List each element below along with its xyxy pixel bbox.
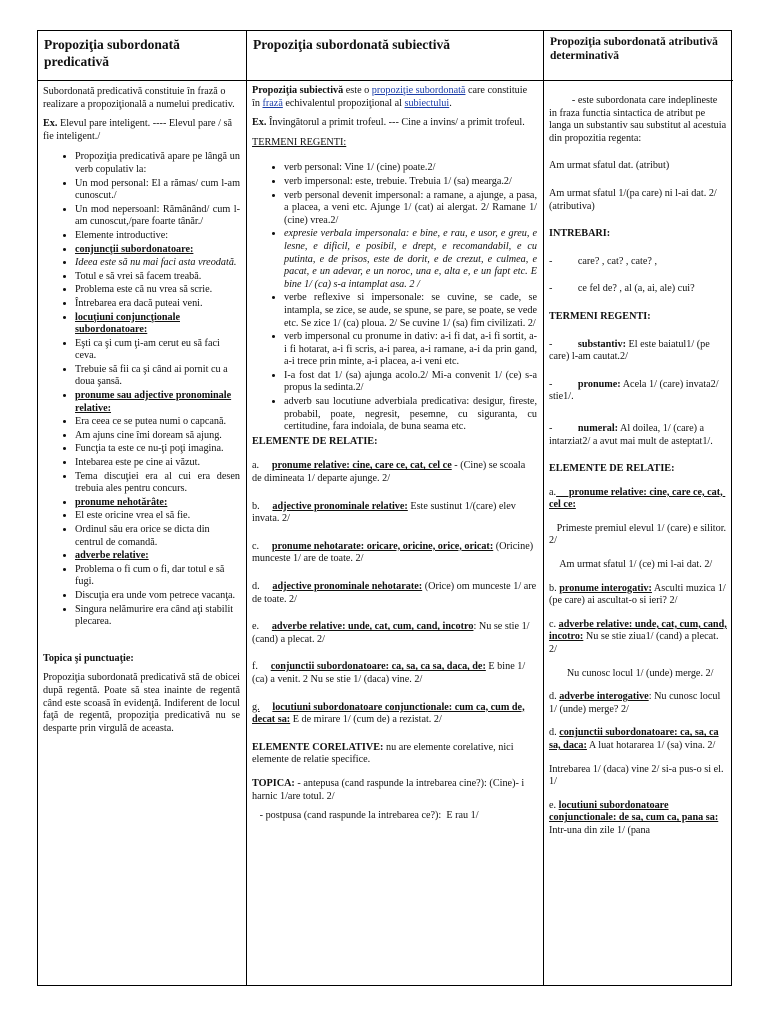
column-atributiva bbox=[544, 81, 739, 985]
list-item-heading: • pronume sau adjective pronominale relative: bbox=[75, 389, 240, 415]
column-predicativa bbox=[38, 81, 246, 985]
list-item-heading: • locuţiuni conjuncţionale subordonatoare: bbox=[75, 311, 240, 337]
termeni-title: TERMENI REGENTI: bbox=[549, 310, 651, 322]
link-propozitie[interactable]: propoziţie subordonată bbox=[371, 85, 466, 96]
link-fraza[interactable]: frază bbox=[262, 97, 283, 109]
elem-c-example: Nu cunosc locul 1/ (unde) merge. 2/ bbox=[549, 667, 714, 679]
list-item: • adverb sau locutiune adverbiala predicativa: desigur, fireste, probabil, poate, negresit, pesemne, cu siguranta, cu certitudine, fara indoiala, de buna seama etc. bbox=[284, 395, 537, 434]
list-item: • Problema o fi cum o fi, dar totul e să fugi. bbox=[75, 563, 240, 589]
elem-a-example: Am urmat sfatul 1/ (ce) mi l-ai dat. 2/ bbox=[549, 559, 713, 571]
list-item: • verb impersonal cu pronume in dativ: a-i fi dat, a-i fi sortit, a-i fi hotarat, a-i fi scris, a-i parea, a-i ramane, a-i da prin gand, a-i trece prin minte, a-i placea, a-i veni etc. bbox=[284, 330, 537, 369]
list-item-heading: • adverbe relative: bbox=[75, 549, 240, 563]
elem-e: d. conjunctii subordonatoare: ca, sa, ca sa, daca: A luat hotararea 1/ (sa) vina. 2/ bbox=[549, 727, 719, 751]
list-item: • Propoziţia predicativă apare pe lângă un verb copulativ la: bbox=[75, 150, 240, 176]
elem-title: ELEMENTE DE RELATIE: bbox=[549, 463, 675, 475]
document-table bbox=[37, 30, 739, 986]
termeni-list bbox=[252, 161, 537, 433]
list-item: • expresie verbala impersonala: e bine, e rau, e usor, e greu, e lesne, e dificil, e posibil, e drept, e recomandabil, e cu putinta, e de prisos, este de dorit, e de crezut, e culmea, e pacat, e un adevar, e un noroc, una e, alta e, e un fapt etc. E bine 1/ (ca) s-a intamplat asa. 2 / bbox=[284, 227, 537, 291]
list-item: • Discuţia era unde vom petrece vacanţa. bbox=[75, 589, 240, 603]
link-subiect[interactable]: subiectului bbox=[404, 97, 450, 109]
termeni-title: TERMENI REGENTI: bbox=[252, 136, 347, 148]
column-subiectiva bbox=[247, 81, 543, 985]
example-2: Am urmat sfatul 1/(pa care) ni l-ai dat. 2/ (atributiva) bbox=[549, 187, 717, 212]
elem-b: b. adjective pronominale relative: Este sustinut 1/(care) elev invata. 2/ bbox=[252, 500, 516, 525]
list-item: • verb personal devenit impersonal: a ramane, a ajunge, a pasa, a placea, a veni etc. Ajunge 1/ (cat) ai alergat. 2/ Ramane 1/ (cine) vrea.2/ bbox=[284, 189, 537, 228]
list-item: • Ideea este să nu mai faci asta vreodată. bbox=[75, 256, 240, 270]
elem-a-example: Primeste premiul elevul 1/ (care) e silitor. 2/ bbox=[549, 522, 729, 547]
list-item: • Un mod personal: El a rămas/ cum l-am cunoscut./ bbox=[75, 177, 240, 203]
list-item: • Problema este că nu vrea să scrie. bbox=[75, 283, 240, 297]
header-subiectiva: Propoziţia subordonată subiectivă bbox=[247, 31, 543, 81]
definition: - este subordonata care indeplineste in fraza functia sintactica de atribut pe langa un substantiv sau substitut al acestuia din propozitia regenta: bbox=[549, 95, 729, 144]
elem-c: c. adverbe relative: unde, cat, cum, cand, incotro: Nu se stie ziua1/ (cand) a plecat. 2/ bbox=[549, 618, 727, 656]
intrebare: - care? , cat? , cate? , bbox=[549, 255, 658, 267]
list-item: • Singura nelămurire era când aţi stabilit plecarea. bbox=[75, 603, 240, 629]
example: Ex. Învingătorul a primit trofeul. --- Cine a invins/ a primit trofeul. bbox=[252, 117, 525, 129]
list-item: • Întrebarea era dacă puteai veni. bbox=[75, 297, 240, 311]
elem-c: c. pronume nehotarate: oricare, oricine, orice, oricat: (Oricine) munceste 1/ are de toate. 2/ bbox=[252, 540, 534, 565]
corelative: ELEMENTE CORELATIVE: nu are elemente corelative, nici elemente de relatie specifice. bbox=[252, 741, 514, 766]
elem-f: f. conjunctii subordonatoare: ca, sa, ca sa, daca, de: E bine 1/ (ca) a venit. 2 Nu se stie 1/ (daca) vine. 2/ bbox=[252, 661, 526, 685]
intrebare: - ce fel de? , al (a, ai, ale) cui? bbox=[549, 283, 695, 295]
list-item: • verb impersonal: este, trebuie. Trebuia 1/ (sa) mearga.2/ bbox=[284, 175, 537, 189]
elem-title: ELEMENTE DE RELATIE: bbox=[252, 435, 378, 447]
topica-title: Topica şi punctuaţie: bbox=[43, 652, 134, 664]
list-item: • Un mod nepersoanl: Rămânând/ cum l-am cunoscut,/pare foarte tânăr./ bbox=[75, 203, 240, 229]
list-item-heading: • conjuncţii subordonatoare: bbox=[75, 243, 240, 257]
list-item: • Tema discuţiei era al cui era desen trebuia ales pentru concurs. bbox=[75, 470, 240, 496]
elem-e: e. adverbe relative: unde, cat, cum, cand, incotro: Nu se stie 1/ (cand) a plecat. 2/ bbox=[252, 621, 530, 645]
list-item: • I-a fost dat 1/ (sa) ajunga acolo.2/ Mi-a convenit 1/ (ce) s-a propus la sedinta.2/ bbox=[284, 369, 537, 395]
elem-a: a. pronume relative: cine, care ce, cat, cel ce: bbox=[549, 486, 726, 511]
elem-b: b. pronume interogativ: Asculti muzica 1/ (pe care) ai ascultat-o si ieri? 2/ bbox=[549, 582, 726, 607]
list-item: • Elemente introductive: bbox=[75, 229, 240, 243]
header-predicativa: Propoziţia subordonată predicativă bbox=[38, 31, 246, 81]
intro-text: Subordonată predicativă constituie în frază o realizare a propoziţională a numelui predicativ. bbox=[43, 86, 235, 110]
list-item: • Totul e să vrei să facem treabă. bbox=[75, 270, 240, 284]
definition: Propoziţia subiectivă este o propoziţie subordonată care constituie în frază echivalentul propoziţional al subiectului. bbox=[252, 85, 528, 109]
list-item: • Am ajuns cine îmi doream să ajung. bbox=[75, 429, 240, 443]
topica-postpusa: - postpusa (cand raspunde la intrebarea ce?): E rau 1/ bbox=[252, 810, 479, 822]
elem-f: e. locutiuni subordonatoare conjunctionale: de sa, cum ca, pana sa: Intr-una din zile 1/ (pana bbox=[549, 799, 739, 836]
list-item: • Intebarea este pe cine ai văzut. bbox=[75, 456, 240, 470]
list-item: • Era ceea ce se putea numi o capcană. bbox=[75, 415, 240, 429]
list-item: • verb personal: Vine 1/ (cine) poate.2/ bbox=[284, 161, 537, 175]
elem-d: d. adverbe interogative: Nu cunosc locul 1/ (unde) merge? 2/ bbox=[549, 691, 721, 715]
example: Ex. Elevul pare inteligent. ---- Elevul pare / să fie inteligent./ bbox=[43, 118, 232, 142]
list-item: • El este oricine vrea el să fie. bbox=[75, 509, 240, 523]
list-item: • Trebuie să fii ca şi când ai pornit cu a doua şansă. bbox=[75, 363, 240, 389]
topica: TOPICA: - antepusa (cand raspunde la intrebarea cine?): (Cine)- i harnic 1/are totul. 2/ bbox=[252, 777, 525, 802]
header-atributiva: Propoziţia subordonată atributivă determinativă bbox=[544, 31, 733, 81]
list-item-heading: • pronume nehotărâte: bbox=[75, 496, 240, 510]
termen: - numeral: Al doilea, 1/ (care) a intarziat2/ a avut mai mult de asteptat1/. bbox=[549, 422, 713, 447]
list-item: • Ordinul său era orice se dicta din centrul de comandă. bbox=[75, 523, 240, 549]
intrebari-title: INTREBARI: bbox=[549, 228, 611, 240]
example-1: Am urmat sfatul dat. (atribut) bbox=[549, 160, 670, 172]
list-item: • verbe reflexive si impersonale: se cuvine, se cade, se intampla, se zice, se aude, se spune, se pare, se poate, se vede etc. Se zice 1/ (ca) ploua. 2/ Se cuvine 1/ (sa) fim civilizati. 2/ bbox=[284, 291, 537, 330]
elem-e-example: Intrebarea 1/ (daca) vine 2/ si-a pus-o si el. 1/ bbox=[549, 763, 724, 788]
elem-a: a. pronume relative: cine, care ce, cat, cel ce - (Cine) se scoala de dimineata 1/ departe ajunge. 2/ bbox=[252, 460, 526, 485]
elem-g: g. locutiuni subordonatoare conjunctionale: cum ca, cum de, decat sa: E de mirare 1/ (cum de) a rezistat. 2/ bbox=[252, 701, 525, 726]
list-item: • Eşti ca şi cum ţi-am cerut eu să faci ceva. bbox=[75, 337, 240, 363]
predicativa-list bbox=[43, 150, 240, 628]
termen: - substantiv: El este baiatul1/ (pe care) l-am cautat.2/ bbox=[549, 338, 710, 363]
topica-text: Propoziţia subordonată predicativă stă de obicei după regentă. Poate să stea inainte de regentă când este scoasă în evidenţă. Indiferent de locul faţă de regentă, propoziţia predicativă nu se desparte prin virgulă de aceasta. bbox=[43, 672, 240, 734]
elem-d: d. adjective pronominale nehotarate: (Orice) om munceste 1/ are de toate. 2/ bbox=[252, 581, 537, 605]
list-item: • Funcţia ta este ce nu-ţi poţi imagina. bbox=[75, 442, 240, 456]
termen: - pronume: Acela 1/ (care) invata2/ stie1/. bbox=[549, 378, 719, 403]
